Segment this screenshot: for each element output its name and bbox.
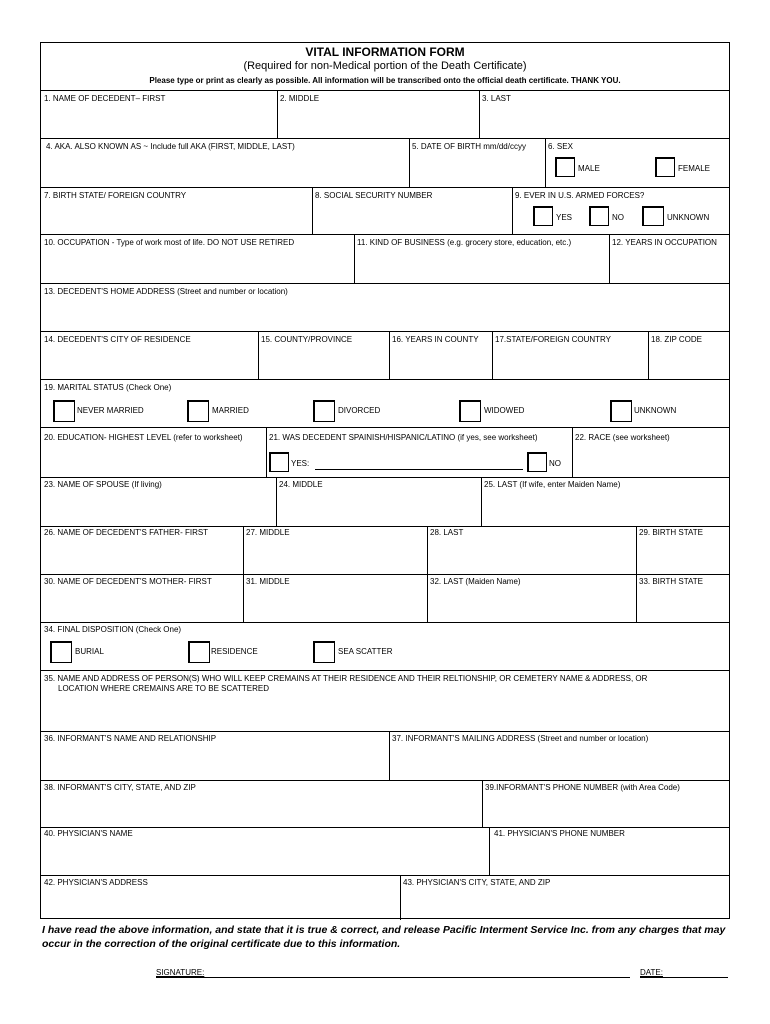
divider: [636, 526, 637, 574]
field-label-physician-address: 42. PHYSICIAN'S ADDRESS: [44, 878, 148, 887]
divider: [243, 526, 244, 574]
field-label-father-birth-state: 29. BIRTH STATE: [639, 528, 704, 537]
rule: [41, 477, 729, 478]
date-label: DATE:: [640, 968, 663, 977]
divider: [492, 331, 493, 379]
field-label-father-last: 28. LAST: [430, 528, 464, 537]
divider: [312, 187, 313, 234]
divider: [482, 780, 483, 827]
male-checkbox[interactable]: [555, 157, 575, 177]
burial-label: BURIAL: [75, 647, 104, 656]
attestation-statement: I have read the above information, and state that it is true & correct, and release Pacific Interment Service Inc. from any charges that may occur in the correction of the original certificate due to this information.: [42, 924, 726, 950]
rule: [41, 187, 729, 188]
divider: [427, 574, 428, 622]
rule: [41, 427, 729, 428]
unknown-marital-label: UNKNOWN: [634, 406, 677, 415]
field-label-birth-state: 7. BIRTH STATE/ FOREIGN COUNTRY: [44, 191, 187, 200]
field-label-ssn: 8. SOCIAL SECURITY NUMBER: [315, 191, 433, 200]
rule: [41, 622, 729, 623]
divider: [609, 234, 610, 283]
field-label-home-address: 13. DECEDENT'S HOME ADDRESS (Street and number or location): [44, 287, 288, 296]
field-label-mother-birth-state: 33. BIRTH STATE: [639, 577, 704, 586]
rule: [41, 283, 729, 284]
rule: [41, 731, 729, 732]
female-checkbox[interactable]: [655, 157, 675, 177]
divider: [276, 477, 277, 526]
divider: [648, 331, 649, 379]
form-instructions: Please type or print as clearly as possible. All information will be transcribed onto the official death certificate. THANK YOU.: [149, 76, 621, 85]
field-label-informant-name: 36. INFORMANT'S NAME AND RELATIONSHIP: [44, 734, 217, 743]
armed-forces-yes-label: YES: [556, 213, 573, 222]
field-label-cremains-1: 35. NAME AND ADDRESS OF PERSON(S) WHO WILL KEEP CREMAINS AT THEIR RESIDENCE AND THEIR RELTIONSHIP, OR CEMETERY NAME & ADDRESS, OR: [44, 674, 648, 683]
field-label-years-occupation: 12. YEARS IN OCCUPATION: [612, 238, 717, 247]
field-label-physician-city: 43. PHYSICIAN'S CITY, STATE, AND ZIP: [403, 878, 551, 887]
field-label-mother-last: 32. LAST (Maiden Name): [430, 577, 521, 586]
armed-forces-unknown-label: UNKNOWN: [667, 213, 710, 222]
field-label-city: 14. DECEDENT'S CITY OF RESIDENCE: [44, 335, 191, 344]
field-label-mother-middle: 31. MIDDLE: [246, 577, 290, 586]
female-label: FEMALE: [678, 164, 711, 173]
field-label-informant-address: 37. INFORMANT'S MAILING ADDRESS (Street and number or location): [392, 734, 649, 743]
form-title: VITAL INFORMATION FORM: [305, 45, 465, 59]
divider: [481, 477, 482, 526]
field-label-county: 15. COUNTY/PROVINCE: [261, 335, 353, 344]
field-label-marital: 19. MARITAL STATUS (Check One): [44, 383, 172, 392]
field-label-occupation: 10. OCCUPATION - Type of work most of life. DO NOT USE RETIRED: [44, 238, 295, 247]
divider: [266, 427, 267, 477]
residence-label: RESIDENCE: [211, 647, 258, 656]
rule: [41, 574, 729, 575]
hispanic-no-checkbox[interactable]: [527, 452, 547, 472]
field-label-decedent-first: 1. NAME OF DECEDENT– FIRST: [44, 94, 166, 103]
field-label-spouse: 23. NAME OF SPOUSE (If living): [44, 480, 162, 489]
rule: [41, 875, 729, 876]
armed-forces-no-label: NO: [612, 213, 624, 222]
armed-forces-no-checkbox[interactable]: [589, 206, 609, 226]
rule: [41, 138, 729, 139]
divider: [243, 574, 244, 622]
field-label-hispanic: 21. WAS DECEDENT SPAINISH/HISPANIC/LATINO (if yes, see worksheet): [269, 433, 538, 442]
divorced-label: DIVORCED: [338, 406, 381, 415]
sea-scatter-checkbox[interactable]: [313, 641, 335, 663]
divider: [489, 827, 490, 875]
field-label-mother-first: 30. NAME OF DECEDENT'S MOTHER- FIRST: [44, 577, 212, 586]
widowed-checkbox[interactable]: [459, 400, 481, 422]
hispanic-detail-line: [315, 469, 523, 470]
rule: [41, 670, 729, 671]
burial-checkbox[interactable]: [50, 641, 72, 663]
divider: [354, 234, 355, 283]
widowed-label: WIDOWED: [484, 406, 525, 415]
sea-scatter-label: SEA SCATTER: [338, 647, 393, 656]
rule: [41, 780, 729, 781]
form-subtitle: (Required for non-Medical portion of the Death Certificate): [243, 60, 527, 72]
married-label: MARRIED: [212, 406, 249, 415]
field-label-informant-city: 38. INFORMANT'S CITY, STATE, AND ZIP: [44, 783, 196, 792]
divider: [400, 875, 401, 920]
field-label-cremains-2: LOCATION WHERE CREMAINS ARE TO BE SCATTERED: [58, 684, 269, 693]
date-line[interactable]: [640, 977, 728, 978]
male-label: MALE: [578, 164, 600, 173]
divorced-checkbox[interactable]: [313, 400, 335, 422]
married-checkbox[interactable]: [187, 400, 209, 422]
hispanic-yes-checkbox[interactable]: [269, 452, 289, 472]
residence-checkbox[interactable]: [188, 641, 210, 663]
field-label-zip: 18. ZIP CODE: [651, 335, 702, 344]
unknown-marital-checkbox[interactable]: [610, 400, 632, 422]
field-label-decedent-last: 3. LAST: [482, 94, 511, 103]
field-label-spouse-middle: 24. MIDDLE: [279, 480, 323, 489]
field-label-armed-forces: 9. EVER IN U.S. ARMED FORCES?: [515, 191, 645, 200]
field-label-dob: 5. DATE OF BIRTH mm/dd/ccyy: [412, 142, 526, 151]
divider: [545, 138, 546, 187]
field-label-spouse-last: 25. LAST (If wife, enter Maiden Name): [484, 480, 621, 489]
divider: [389, 331, 390, 379]
never-married-label: NEVER MARRIED: [77, 406, 144, 415]
field-label-physician-name: 40. PHYSICIAN'S NAME: [44, 829, 133, 838]
signature-label: SIGNATURE:: [156, 968, 205, 977]
divider: [409, 138, 410, 187]
rule: [41, 331, 729, 332]
divider: [427, 526, 428, 574]
field-label-disposition: 34. FINAL DISPOSITION (Check One): [44, 625, 182, 634]
divider: [258, 331, 259, 379]
field-label-informant-phone: 39.INFORMANT'S PHONE NUMBER (with Area Code): [485, 783, 680, 792]
armed-forces-yes-checkbox[interactable]: [533, 206, 553, 226]
field-label-physician-phone: 41. PHYSICIAN'S PHONE NUMBER: [494, 829, 625, 838]
field-label-decedent-middle: 2. MIDDLE: [280, 94, 320, 103]
field-label-education: 20. EDUCATION- HIGHEST LEVEL (refer to worksheet): [44, 433, 243, 442]
signature-line[interactable]: [156, 977, 630, 978]
divider: [389, 731, 390, 780]
field-label-father-middle: 27. MIDDLE: [246, 528, 290, 537]
field-label-business: 11. KIND OF BUSINESS (e.g. grocery store, education, etc.): [357, 238, 572, 247]
divider: [277, 90, 278, 138]
field-label-years-county: 16. YEARS IN COUNTY: [392, 335, 479, 344]
field-label-state: 17.STATE/FOREIGN COUNTRY: [495, 335, 612, 344]
field-label-sex: 6. SEX: [548, 142, 573, 151]
hispanic-yes-label: YES:: [291, 459, 310, 468]
rule: [41, 90, 729, 91]
never-married-checkbox[interactable]: [53, 400, 75, 422]
field-label-race: 22. RACE (see worksheet): [575, 433, 670, 442]
hispanic-no-label: NO: [549, 459, 561, 468]
rule: [41, 827, 729, 828]
rule: [41, 379, 729, 380]
armed-forces-unknown-checkbox[interactable]: [642, 206, 664, 226]
rule: [41, 234, 729, 235]
divider: [636, 574, 637, 622]
field-label-father-first: 26. NAME OF DECEDENT'S FATHER- FIRST: [44, 528, 209, 537]
divider: [479, 90, 480, 138]
divider: [512, 187, 513, 234]
divider: [572, 427, 573, 477]
rule: [41, 526, 729, 527]
vital-information-form: [40, 42, 730, 919]
field-label-aka: 4. AKA. ALSO KNOWN AS ~ Include full AKA (FIRST, MIDDLE, LAST): [46, 142, 295, 151]
